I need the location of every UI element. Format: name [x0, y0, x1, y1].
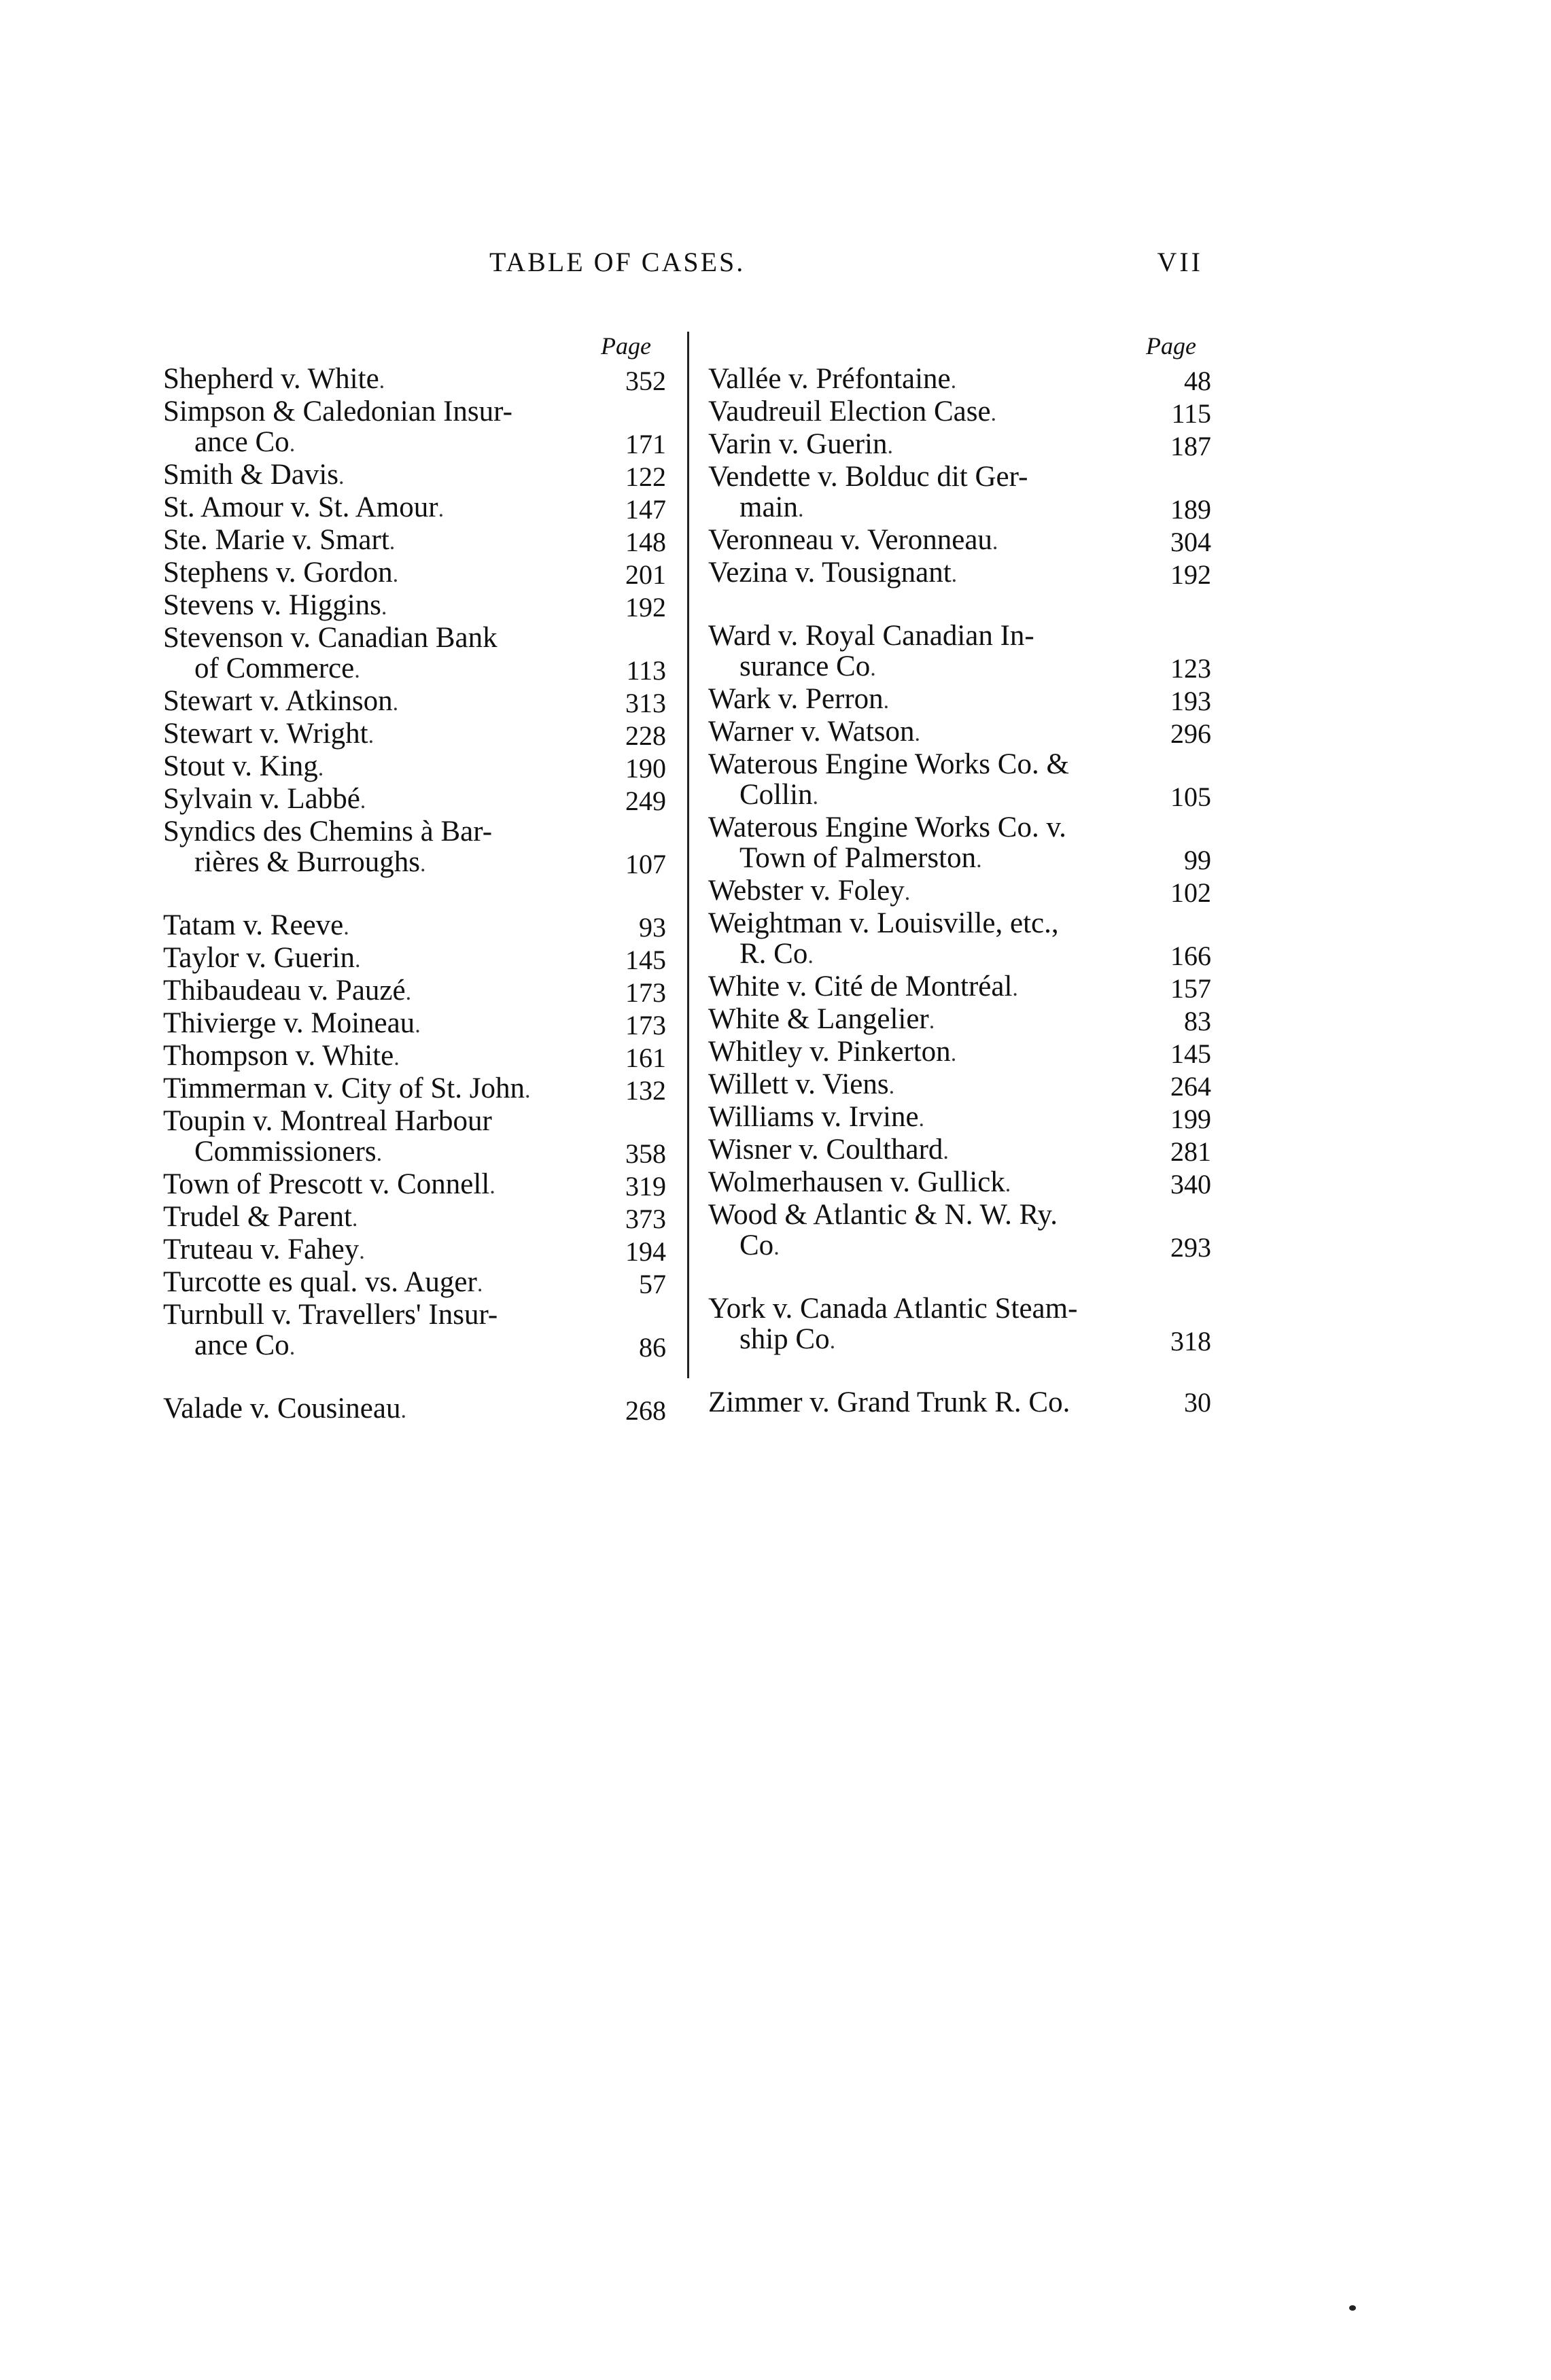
case-name-text: Willett v. Viens: [708, 1068, 889, 1100]
page-reference: 148: [625, 527, 666, 557]
case-name-line: [708, 461, 1143, 492]
case-name-line: [163, 1393, 598, 1426]
case-entry: [163, 1106, 666, 1169]
dot-leader: .: [381, 595, 390, 620]
page-reference: 102: [1170, 877, 1211, 908]
case-name-text: Vendette v. Bolduc dit Ger-: [708, 461, 1028, 493]
case-name-line: [708, 780, 1143, 812]
case-name-line: [708, 1069, 1143, 1102]
right-entries: [708, 364, 1211, 1418]
case-entry: [708, 1069, 1211, 1102]
dot-leader: .: [887, 434, 896, 459]
dot-leader: .: [990, 401, 1000, 426]
case-entry: [708, 875, 1211, 908]
case-entry: [708, 1167, 1211, 1200]
page-reference: 193: [1170, 686, 1211, 716]
case-entry: [163, 1040, 666, 1073]
dot-leader: .: [812, 784, 822, 809]
page-reference: 189: [1170, 494, 1211, 525]
dot-leader: .: [420, 852, 429, 877]
case-name-line: [163, 1234, 598, 1267]
case-name-text: of Commerce: [194, 652, 355, 684]
case-name-line: [708, 525, 1143, 557]
case-name-line: [163, 590, 598, 623]
case-name-line: [708, 1230, 1143, 1263]
case-entry: [163, 557, 666, 590]
case-name-text: Town of Prescott v. Connell: [163, 1168, 490, 1200]
section-gap: [163, 1363, 666, 1393]
case-entry: [163, 1234, 666, 1267]
case-name-line: [163, 396, 598, 427]
case-name-line: [163, 1267, 598, 1299]
case-entry: [708, 1200, 1211, 1263]
dot-leader: .: [351, 1206, 361, 1231]
case-name-line: [163, 847, 598, 879]
dot-leader: .: [389, 529, 398, 555]
case-name-line: [708, 812, 1143, 843]
page-reference: 105: [1170, 782, 1211, 812]
case-name-line: [163, 1008, 598, 1040]
section-gap: [708, 1357, 1211, 1387]
case-name-line: [708, 684, 1143, 716]
page-reference: 113: [626, 655, 666, 686]
case-name-text: Thivierge v. Moineau: [163, 1007, 415, 1039]
case-name-line: [708, 716, 1143, 749]
dot-leader: .: [343, 915, 352, 940]
case-name-line: [163, 1299, 598, 1330]
case-name-line: [708, 492, 1143, 525]
dot-leader: .: [904, 880, 913, 905]
page-reference: 187: [1170, 431, 1211, 461]
page-reference: 249: [625, 786, 666, 816]
page-title: TABLE OF CASES.: [489, 247, 746, 277]
page-reference: 145: [1170, 1038, 1211, 1069]
page-reference: 352: [625, 366, 666, 396]
page-reference: 171: [625, 429, 666, 459]
case-entry: [708, 396, 1211, 429]
case-entry: [163, 364, 666, 396]
page-number: VII: [1157, 247, 1203, 277]
dot-leader: .: [943, 1139, 952, 1164]
case-entry: [708, 557, 1211, 590]
case-entry: [163, 975, 666, 1008]
page-reference: 122: [625, 461, 666, 492]
case-name-line: [163, 1040, 598, 1073]
case-name-line: [163, 623, 598, 653]
case-entry: [163, 751, 666, 784]
dot-leader: .: [400, 1398, 409, 1423]
dot-leader: .: [773, 1235, 782, 1260]
dot-leader: .: [354, 658, 363, 683]
dot-leader: .: [950, 1041, 960, 1066]
case-entry: [163, 1073, 666, 1106]
case-entry: [708, 1102, 1211, 1134]
case-name-text: Waterous Engine Works Co. v.: [708, 811, 1066, 843]
case-entry: [163, 623, 666, 686]
page-reference: 192: [625, 592, 666, 623]
case-name-text: Sylvain v. Labbé: [163, 783, 360, 815]
dot-leader: .: [438, 497, 447, 522]
case-entry: [163, 459, 666, 492]
page-reference: 192: [1170, 559, 1211, 590]
case-name-text: ance Co: [194, 1329, 290, 1361]
page-reference: 173: [625, 977, 666, 1008]
page-reference: 166: [1170, 941, 1211, 971]
case-name-line: [163, 1202, 598, 1234]
dot-leader: .: [950, 368, 960, 393]
case-name-text: Turcotte es qual. vs. Auger: [163, 1266, 477, 1298]
page-reference: 228: [625, 720, 666, 751]
case-entry: [163, 590, 666, 623]
case-entry: [163, 1267, 666, 1299]
page-reference: 57: [639, 1269, 666, 1299]
dot-leader: .: [807, 943, 816, 968]
case-name-line: [163, 525, 598, 557]
dot-leader: .: [829, 1329, 839, 1354]
case-entry: [708, 620, 1211, 684]
case-name-line: [708, 1036, 1143, 1069]
case-name-text: Stewart v. Wright: [163, 718, 368, 750]
case-entry: [163, 1393, 666, 1426]
case-name-text: St. Amour v. St. Amour: [163, 491, 438, 523]
case-name-text: Varin v. Guerin: [708, 428, 888, 460]
case-entry: [708, 684, 1211, 716]
page-reference: 173: [625, 1010, 666, 1040]
case-name-line: [163, 751, 598, 784]
dot-leader: .: [928, 1009, 938, 1034]
case-entry: [163, 1202, 666, 1234]
case-entry: [163, 396, 666, 459]
case-name-text: Stout v. King: [163, 750, 318, 782]
page-reference: 147: [625, 494, 666, 525]
page-reference: 30: [1184, 1387, 1211, 1418]
case-name-line: [708, 1134, 1143, 1167]
case-entry: [708, 364, 1211, 396]
page-reference: 373: [625, 1204, 666, 1234]
dot-leader: .: [870, 656, 879, 681]
case-name-line: [163, 975, 598, 1008]
page-reference: 107: [625, 849, 666, 879]
dot-leader: .: [489, 1174, 498, 1199]
dot-leader: .: [289, 1335, 298, 1360]
case-name-line: [163, 427, 598, 459]
case-name-text: R. Co: [739, 938, 808, 970]
page-reference: 358: [625, 1138, 666, 1169]
case-name-line: [708, 557, 1143, 590]
case-name-text: Thompson v. White: [163, 1040, 394, 1072]
page-reference: 319: [625, 1171, 666, 1202]
case-name-line: [163, 1106, 598, 1136]
case-name-text: Stevens v. Higgins: [163, 589, 381, 621]
dot-leader: .: [405, 980, 415, 1005]
case-name-line: [163, 910, 598, 943]
case-name-text: rières & Burroughs: [194, 846, 420, 878]
case-name-text: surance Co: [739, 650, 871, 682]
dot-leader: .: [914, 721, 924, 746]
dot-leader: .: [992, 529, 1001, 555]
dot-leader: .: [1005, 1172, 1014, 1197]
case-name-line: [163, 816, 598, 847]
case-name-line: [708, 1167, 1143, 1200]
page-reference: 83: [1184, 1006, 1211, 1036]
case-entry: [163, 1169, 666, 1202]
page-column-label: Page: [1146, 332, 1196, 360]
case-entry: [708, 812, 1211, 875]
case-name-text: Co: [739, 1229, 774, 1261]
case-name-line: [163, 557, 598, 590]
page-reference: 157: [1170, 973, 1211, 1004]
dot-leader: .: [797, 497, 807, 522]
case-name-text: Weightman v. Louisville, etc.,: [708, 907, 1059, 939]
page-reference: 86: [639, 1332, 666, 1363]
dot-leader: .: [379, 368, 388, 393]
page-reference: 190: [625, 753, 666, 784]
case-name-line: [708, 875, 1143, 908]
case-entry: [708, 908, 1211, 971]
case-name-line: [708, 843, 1143, 875]
case-entry: [163, 492, 666, 525]
case-name-text: Ste. Marie v. Smart: [163, 524, 389, 556]
dot-leader: .: [392, 562, 402, 587]
case-name-line: [163, 784, 598, 816]
case-name-text: Simpson & Caledonian Insur-: [163, 396, 512, 427]
case-name-text: Commissioners: [194, 1136, 377, 1168]
case-name-text: Wood & Atlantic & N. W. Ry.: [708, 1199, 1058, 1231]
dot-leader: .: [317, 756, 327, 781]
case-entry: [708, 1036, 1211, 1069]
dot-leader: .: [338, 464, 347, 489]
case-entry: [708, 461, 1211, 525]
dot-leader: .: [394, 1045, 402, 1070]
case-name-text: Waterous Engine Works Co. &: [708, 748, 1069, 780]
case-entry: [708, 429, 1211, 461]
dot-leader: .: [883, 688, 892, 714]
case-entry: [708, 716, 1211, 749]
dot-leader: .: [888, 1074, 898, 1099]
case-name-text: Webster v. Foley: [708, 875, 905, 907]
case-entry: [708, 1293, 1211, 1357]
case-name-line: [708, 939, 1143, 971]
page-reference: 199: [1170, 1104, 1211, 1134]
page-reference: 304: [1170, 527, 1211, 557]
dot-leader: .: [376, 1141, 385, 1166]
case-name-line: [708, 1102, 1143, 1134]
case-name-text: Wisner v. Coulthard: [708, 1134, 943, 1166]
case-name-text: Stephens v. Gordon: [163, 557, 393, 589]
case-name-line: [708, 651, 1143, 684]
dot-leader: .: [368, 723, 377, 748]
case-name-text: Timmerman v. City of St. John: [163, 1072, 525, 1104]
case-name-text: Wark v. Perron: [708, 683, 884, 715]
case-name-text: Ward v. Royal Canadian In-: [708, 620, 1034, 652]
case-name-line: [163, 686, 598, 718]
case-name-text: Stevenson v. Canadian Bank: [163, 622, 498, 654]
case-name-line: [708, 1200, 1143, 1230]
case-name-text: Toupin v. Montreal Harbour: [163, 1105, 492, 1137]
case-name-line: [163, 1073, 598, 1106]
case-name-text: Vezina v. Tousignant: [708, 557, 952, 589]
case-name-line: [708, 396, 1143, 429]
case-name-text: Smith & Davis: [163, 459, 339, 491]
dot-leader: .: [360, 788, 369, 813]
page-reference: 281: [1170, 1136, 1211, 1167]
page-reference: 115: [1171, 398, 1211, 429]
case-name-line: [163, 459, 598, 492]
case-name-text: Whitley v. Pinkerton: [708, 1036, 951, 1068]
case-name-text: White & Langelier: [708, 1003, 929, 1035]
case-name-text: Collin: [739, 779, 813, 811]
section-gap: [708, 1263, 1211, 1293]
dot-leader: .: [392, 690, 402, 716]
case-entry: [163, 943, 666, 975]
page-reference: 264: [1170, 1071, 1211, 1102]
case-entry: [163, 718, 666, 751]
case-name-text: Turnbull v. Travellers' Insur-: [163, 1299, 498, 1331]
case-name-line: [708, 1387, 1143, 1418]
page-reference: 201: [625, 559, 666, 590]
case-name-line: [708, 1004, 1143, 1036]
case-entry: [708, 1387, 1211, 1418]
page-reference: 293: [1170, 1232, 1211, 1263]
page-reference: 99: [1184, 845, 1211, 875]
case-name-line: [163, 718, 598, 751]
case-name-text: Taylor v. Guerin: [163, 942, 355, 974]
column-divider: [687, 332, 689, 1378]
case-name-text: Thibaudeau v. Pauzé: [163, 975, 406, 1007]
case-name-text: Williams v. Irvine: [708, 1101, 919, 1133]
case-name-text: Syndics des Chemins à Bar-: [163, 816, 493, 847]
case-name-line: [163, 1169, 598, 1202]
case-entry: [163, 910, 666, 943]
dot-leader: .: [976, 847, 985, 873]
left-column: [163, 328, 666, 1426]
case-entry: [163, 816, 666, 879]
dot-leader: .: [359, 1239, 368, 1264]
page-reference: 313: [625, 688, 666, 718]
case-name-line: [708, 749, 1143, 780]
section-gap: [708, 590, 1211, 620]
ink-speck: [1349, 2305, 1356, 2311]
case-name-text: main: [739, 491, 798, 523]
case-name-text: Vaudreuil Election Case: [708, 396, 991, 427]
case-name-text: Stewart v. Atkinson: [163, 685, 393, 717]
case-name-text: White v. Cité de Montréal: [708, 970, 1013, 1002]
case-entry: [708, 749, 1211, 812]
case-entry: [708, 1004, 1211, 1036]
case-name-text: Truteau v. Fahey: [163, 1233, 360, 1265]
case-name-text: Vallée v. Préfontaine: [708, 363, 951, 395]
case-name-text: Shepherd v. White: [163, 363, 379, 395]
dot-leader: .: [524, 1078, 534, 1103]
case-name-line: [708, 971, 1143, 1004]
dot-leader: .: [918, 1106, 928, 1132]
dot-leader: .: [415, 1013, 423, 1038]
dot-leader: .: [951, 562, 960, 587]
case-name-line: [708, 429, 1143, 461]
page-reference: 268: [625, 1395, 666, 1426]
page-reference: 194: [625, 1236, 666, 1267]
dot-leader: .: [354, 947, 364, 973]
case-entry: [163, 525, 666, 557]
case-entry: [163, 1299, 666, 1363]
case-name-text: Valade v. Cousineau: [163, 1393, 401, 1424]
case-name-line: [708, 908, 1143, 939]
case-name-line: [708, 1293, 1143, 1324]
dot-leader: .: [289, 432, 298, 457]
right-column: [708, 328, 1211, 1418]
case-name-line: [163, 492, 598, 525]
case-name-line: [163, 1136, 598, 1169]
case-entry: [708, 971, 1211, 1004]
page-reference: 48: [1184, 366, 1211, 396]
page-reference: 132: [625, 1075, 666, 1106]
page-reference: 318: [1170, 1326, 1211, 1357]
case-name-text: Wolmerhausen v. Gullick: [708, 1166, 1005, 1198]
page-reference: 123: [1170, 653, 1211, 684]
case-entry: [163, 686, 666, 718]
case-name-line: [708, 620, 1143, 651]
case-name-line: [708, 1324, 1143, 1357]
dot-leader: .: [1012, 976, 1021, 1001]
case-name-line: [708, 364, 1143, 396]
page-reference: 145: [625, 945, 666, 975]
page-reference: 161: [625, 1043, 666, 1073]
case-name-text: York v. Canada Atlantic Steam-: [708, 1293, 1078, 1325]
case-name-text: Trudel & Parent: [163, 1201, 352, 1233]
case-name-line: [163, 653, 598, 686]
page-reference: 93: [639, 912, 666, 943]
page-reference: 296: [1170, 718, 1211, 749]
case-entry: [708, 1134, 1211, 1167]
dot-leader: .: [476, 1272, 486, 1297]
case-name-line: [163, 364, 598, 396]
section-gap: [163, 879, 666, 910]
case-name-text: Town of Palmerston: [739, 842, 977, 874]
case-name-text: Tatam v. Reeve: [163, 909, 344, 941]
case-name-text: Warner v. Watson: [708, 716, 915, 748]
page-reference: 340: [1170, 1169, 1211, 1200]
case-name-text: Zimmer v. Grand Trunk R. Co.: [708, 1386, 1070, 1418]
case-name-line: [163, 1330, 598, 1363]
case-entry: [708, 525, 1211, 557]
case-name-text: Veronneau v. Veronneau: [708, 524, 992, 556]
case-entry: [163, 784, 666, 816]
case-entry: [163, 1008, 666, 1040]
case-name-text: ship Co: [739, 1323, 830, 1355]
page-column-label: Page: [601, 332, 651, 360]
running-head: [163, 246, 1210, 287]
case-name-text: ance Co: [194, 426, 290, 458]
left-entries: [163, 364, 666, 1426]
case-name-line: [163, 943, 598, 975]
